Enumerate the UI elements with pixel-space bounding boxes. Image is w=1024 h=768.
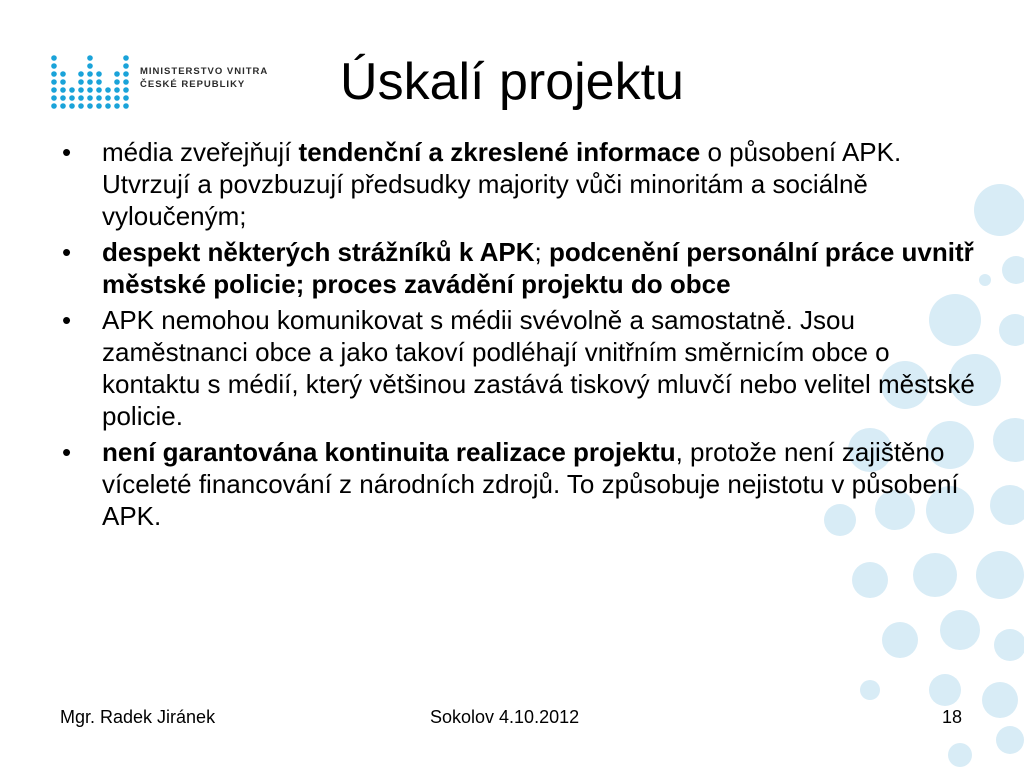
bullet-text-bold: tendenční a zkreslené informace	[298, 137, 701, 167]
bullet-item	[62, 436, 992, 532]
decorative-dot	[940, 610, 980, 650]
bullet-text-bold: despekt některých strážníků k APK	[102, 237, 535, 267]
decorative-dot	[948, 743, 972, 767]
bullet-marker: •	[62, 237, 72, 267]
bullet-item	[62, 236, 992, 300]
bullet-list	[62, 136, 992, 536]
bullet-marker: •	[62, 137, 72, 167]
bullet-item	[62, 304, 992, 432]
decorative-dot	[993, 418, 1024, 462]
decorative-dot	[1002, 256, 1024, 284]
bullet-text: média zveřejňují	[102, 137, 299, 167]
logo-text-line2: ČESKÉ REPUBLIKY	[140, 79, 246, 90]
logo-text-line1: MINISTERSTVO VNITRA	[140, 66, 269, 77]
bullet-text: APK nemohou komunikovat s médii svévolně a samostatně. Jsou zaměstnanci obce a jako takoví podléhají vnitřním směrnicím obce o kontaktu s médií, který většinou zastává tiskový mluvčí nebo velitel městské policie.	[102, 305, 975, 431]
bullet-text: o působení APK. Utvrzují a povzbuzují předsudky majority vůči minoritám a sociálně vyloučeným;	[102, 137, 902, 231]
bullet-text: , protože není zajištěno víceleté financování z národních zdrojů. To způsobuje nejistotu v působení APK.	[102, 437, 959, 531]
bullet-marker: •	[62, 437, 72, 467]
decorative-dot	[982, 682, 1018, 718]
decorative-dot	[852, 562, 888, 598]
bullet-marker: •	[62, 305, 72, 335]
bullet-item	[62, 136, 992, 232]
decorative-dot	[913, 553, 957, 597]
decorative-dot	[976, 551, 1024, 599]
footer-author: Mgr. Radek Jiránek	[60, 707, 216, 727]
decorative-dot	[996, 726, 1024, 754]
decorative-dot	[990, 485, 1024, 525]
bullet-text-bold: podcenění personální práce uvnitř městské policie; proces zavádění projektu do obce	[102, 237, 974, 299]
decorative-dot	[999, 314, 1024, 346]
bullet-text-bold: není garantována kontinuita realizace projektu	[102, 437, 676, 467]
decorative-dot	[882, 622, 918, 658]
slide-title: Úskalí projektu	[340, 53, 684, 111]
decorative-dot	[860, 680, 880, 700]
footer-page-number: 18	[942, 707, 963, 727]
decorative-dot	[994, 629, 1024, 661]
decorative-dot	[929, 674, 961, 706]
bullet-text: ;	[534, 237, 549, 267]
footer-place-date: Sokolov 4.10.2012	[430, 707, 580, 727]
